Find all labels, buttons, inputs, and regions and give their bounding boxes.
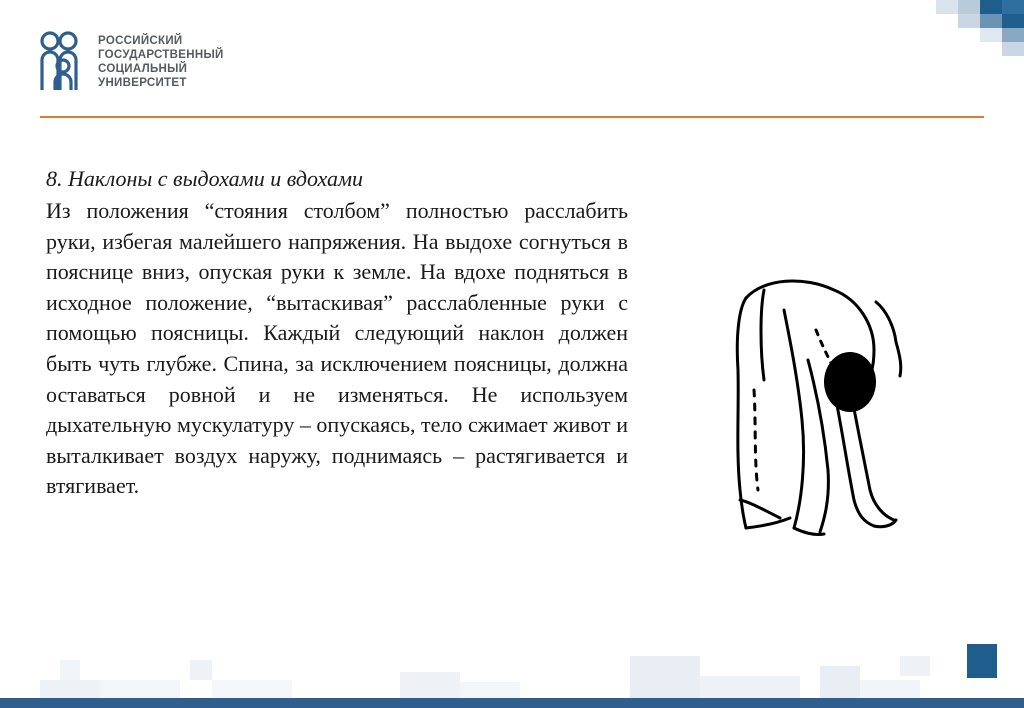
bending-person-illustration xyxy=(724,270,914,545)
footer-strip xyxy=(0,698,1024,708)
university-logo xyxy=(38,30,238,94)
slide-heading: 8. Наклоны с выдохами и вдохами xyxy=(46,166,364,191)
logo-line-1: РОССИЙСКИЙ xyxy=(98,35,183,47)
logo-line-2: ГОСУДАРСТВЕННЫЙ xyxy=(98,49,224,61)
slide-body-text: Из положения “стояния столбом” полностью расслабить руки, избегая малейшего напряжения. На выдохе согнуться в пояснице вниз, опуская руки к земле. На вдохе подняться в исходное положение, “вытаскивая” расслабленные руки с помощью поясницы. Каждый следующий наклон должен быть чуть глубже. Спина, за исключением поясницы, должна оставаться ровной и не изменяться. Не используем дыхательную мускулатуру – опускаясь, тело сжимает живот и выталкивает воздух наружу, поднимаясь – растягивается и втягивает. xyxy=(46,198,628,499)
footer-accent-square xyxy=(967,644,997,678)
logo-line-4: УНИВЕРСИТЕТ xyxy=(98,77,187,89)
header-divider xyxy=(40,116,984,118)
university-people-logo-icon xyxy=(38,30,88,92)
logo-line-3: СОЦИАЛЬНЫЙ xyxy=(98,63,188,75)
university-name xyxy=(98,34,224,90)
